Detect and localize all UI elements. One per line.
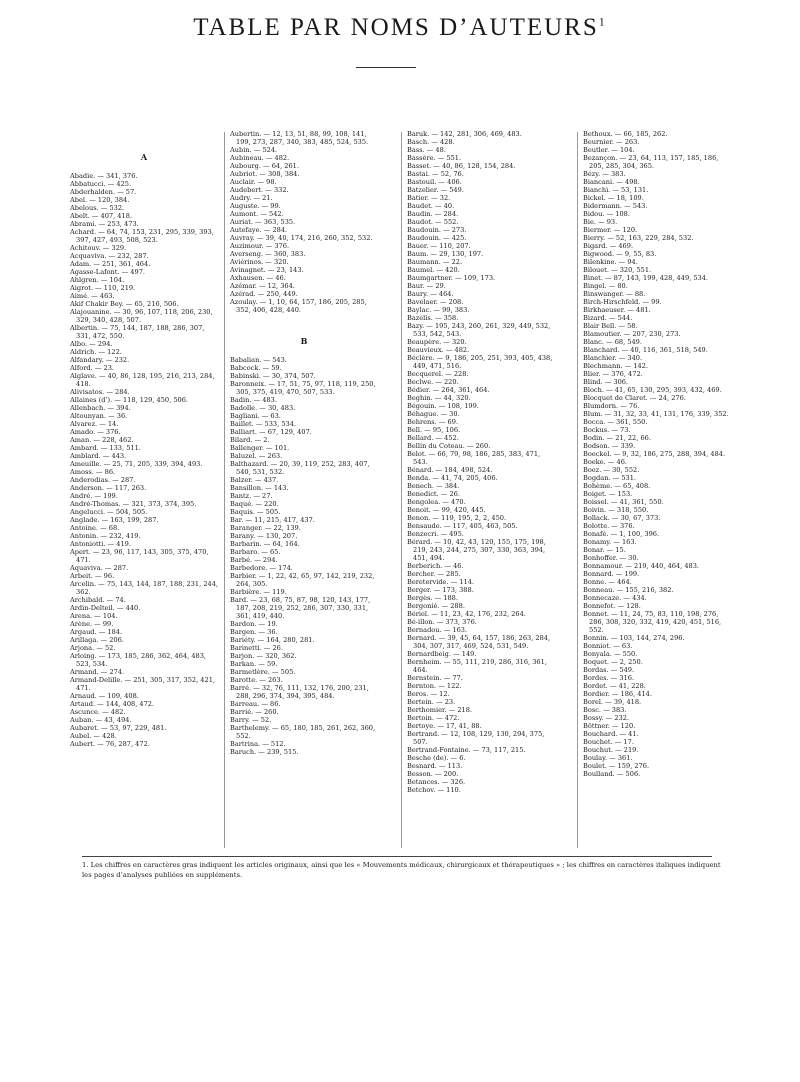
author-entry: Boeke. — 46. <box>583 458 627 466</box>
author-entry: Betances. — 326. <box>407 778 466 786</box>
author-entry: Bergonié. — 288. <box>407 602 465 610</box>
author-entry: Bohème. — 65, 408. <box>583 482 651 490</box>
author-entry: Bass. — 48. <box>407 146 446 154</box>
author-entry: Birkhaeuser. — 481. <box>583 306 651 314</box>
index-column-4 <box>583 130 731 848</box>
author-entry: Alfandary. — 232. <box>70 356 130 364</box>
author-entry: Bonafé. — 1, 100, 396. <box>583 530 660 538</box>
author-entry: Bertein. — 23. <box>407 698 456 706</box>
author-entry: Aubel. — 428. <box>70 732 117 740</box>
author-entry: Barbé. — 294. <box>230 556 278 564</box>
author-entry: Ardin-Delteil. — 440. <box>70 604 141 612</box>
author-entry: Abrami. — 253, 473. <box>70 220 139 228</box>
author-entry: Antoniotti. — 419. <box>70 540 131 548</box>
author-entry: Bassère. — 551. <box>407 154 462 162</box>
author-entry: Bonnefot. — 128. <box>583 602 641 610</box>
author-entry: Benoit. — 99, 420, 445. <box>407 506 486 514</box>
author-entry: Azérad. — 250, 449. <box>230 290 298 298</box>
author-entry: Bantz. — 27. <box>230 492 273 500</box>
author-entry: Aigrot. — 110, 219. <box>70 284 136 292</box>
author-entry: Bethoux. — 66, 185, 262. <box>583 130 668 138</box>
author-entry: Batier. — 32. <box>407 194 451 202</box>
author-entry: Baudouin. — 425. <box>407 234 467 242</box>
author-entry: Amblard. — 443. <box>70 452 127 460</box>
author-entry: André. — 199. <box>70 492 118 500</box>
author-entry: Berger. — 173, 388. <box>407 586 474 594</box>
author-entry: Bonamy. — 163. <box>583 538 637 546</box>
author-entry: Baur. — 29. <box>407 282 446 290</box>
author-entry: Auvray. — 39, 40, 174, 216, 260, 352, 532. <box>230 234 373 242</box>
author-entry: Bordas. — 549. <box>583 666 635 674</box>
author-entry: Batzelier. — 549. <box>407 186 464 194</box>
author-entry: Archibald. — 74. <box>70 596 126 604</box>
author-entry: Barreau. — 86. <box>230 700 281 708</box>
author-entry: Baumann. — 22. <box>407 258 463 266</box>
author-entry: Barthelemy. — 65, 180, 185, 261, 262, 360, 552. <box>230 724 376 740</box>
author-entry: Bastai. — 52, 76. <box>407 170 464 178</box>
author-entry: Beaupère. — 320. <box>407 338 467 346</box>
author-entry: Angelucci. — 504, 505. <box>70 508 148 516</box>
author-entry: Benedict. — 26. <box>407 490 460 498</box>
author-entry: Abbatucci. — 425. <box>70 180 132 188</box>
author-entry: Audry. — 21. <box>230 194 273 202</box>
author-entry: Bilard. — 2. <box>230 436 270 444</box>
author-entry: Baum. — 29, 130, 197. <box>407 250 484 258</box>
author-entry: Boivin. — 318, 550. <box>583 506 649 514</box>
author-entry: Bollack. — 30, 67, 373. <box>583 514 661 522</box>
author-entry: Arillaga. — 206. <box>70 636 124 644</box>
author-entry: Aubin. — 524. <box>230 146 278 154</box>
author-entry: Blind. — 306. <box>583 378 629 386</box>
author-entry: Antonin. — 232, 419. <box>70 532 141 540</box>
author-entry: Aubriot. — 308, 384. <box>230 170 300 178</box>
author-entry: Bédier. — 264, 361, 464. <box>407 386 490 394</box>
author-entry: Agasse-Lafont. — 497. <box>70 268 145 276</box>
author-entry: Achard. — 64, 74, 153, 231, 295, 339, 393, 397, 427, 493, 508, 523. <box>70 228 214 244</box>
author-entry: Auriat. — 363, 535. <box>230 218 296 226</box>
author-entry: Bastouil. — 406. <box>407 178 462 186</box>
author-entry: Ameuille. — 25, 71, 205, 339, 394, 493. <box>70 460 203 468</box>
author-entry: Bazy. — 195, 243, 260, 261, 329, 449, 532, 533, 542, 543. <box>407 322 551 338</box>
author-entry: Aviérinos. — 320. <box>230 258 289 266</box>
author-entry: Basch. — 428. <box>407 138 455 146</box>
author-entry: Armand. — 274. <box>70 668 125 676</box>
author-entry: Benzecri. — 495. <box>407 530 464 538</box>
author-entry: Bertoin. — 472. <box>407 714 460 722</box>
author-entry: Alford. — 23. <box>70 364 115 372</box>
author-entry: Anderodias. — 287. <box>70 476 136 484</box>
author-entry: Böttner. — 120. <box>583 722 636 730</box>
author-entry: Basset. — 40, 86, 128, 154, 284. <box>407 162 516 170</box>
author-entry: Bonnecaze. — 434. <box>583 594 647 602</box>
author-entry: Beros. — 12. <box>407 690 450 698</box>
author-entry: Aldrich. — 122. <box>70 348 122 356</box>
author-entry: Aubineau. — 482. <box>230 154 290 162</box>
author-entry: Antoine. — 68. <box>70 524 120 532</box>
author-entry: Aubourg. — 64, 261. <box>230 162 299 170</box>
index-column-1 <box>70 130 218 848</box>
author-entry: Audebert. — 332. <box>230 186 289 194</box>
author-entry: Baruch. — 239, 515. <box>230 748 299 756</box>
author-entry: Aman. — 228, 462. <box>70 436 134 444</box>
author-entry: Arbeit. — 96. <box>70 572 115 580</box>
author-entry: Bilouet. — 320, 551. <box>583 266 652 274</box>
author-entry: Bigwood. — 9, 55, 83. <box>583 250 657 258</box>
author-entry: Allenbach. — 394. <box>70 404 131 412</box>
author-entry: Bercher. — 285. <box>407 570 461 578</box>
author-entry: Barany. — 130, 207. <box>230 532 298 540</box>
author-entry: Bertrand-Fontaine. — 73, 117, 215. <box>407 746 526 754</box>
author-entry: Avinagnet. — 23, 143. <box>230 266 304 274</box>
author-entry: Benon. — 119, 195, 2, 2, 450. <box>407 514 507 522</box>
author-entry: Abadie. — 341, 376. <box>70 172 138 180</box>
author-entry: Besnard. — 113. <box>407 762 463 770</box>
author-entry: Albo. — 294. <box>70 340 113 348</box>
author-entry: Baranger. — 22, 139. <box>230 524 301 532</box>
author-entry: Akif Chakir Bey. — 65, 216, 506. <box>70 300 179 308</box>
author-entry: Amoss. — 86. <box>70 468 116 476</box>
author-entry: Bartrina. — 512. <box>230 740 286 748</box>
author-entry: Berthomier. — 218. <box>407 706 473 714</box>
author-entry: Bégouin. — 108, 199. <box>407 402 479 410</box>
author-entry: Bie. — 93. <box>583 218 618 226</box>
author-entry: Bordes. — 316. <box>583 674 635 682</box>
author-entry: Boiget. — 153. <box>583 490 633 498</box>
index-column-2 <box>230 130 378 848</box>
author-entry: Bonar. — 15. <box>583 546 626 554</box>
author-entry: Bossy. — 232. <box>583 714 629 722</box>
page-title: TABLE PAR NOMS D’AUTEURS$^1$ <box>193 14 607 41</box>
author-entry: Bengolea. — 470. <box>407 498 466 506</box>
author-entry: Azoulay. — 1, 10, 64, 157, 186, 205, 285, 352, 406, 428, 440. <box>230 298 367 314</box>
author-entry: Baudin. — 284. <box>407 210 459 218</box>
author-entry: Arjona. — 52. <box>70 644 116 652</box>
author-entry: Barry. — 52. <box>230 716 272 724</box>
author-entry: Baudouin. — 273. <box>407 226 467 234</box>
author-entry: Bonnin. — 103, 144, 274, 296. <box>583 634 685 642</box>
author-entry: Betchov. — 110. <box>407 786 461 794</box>
author-entry: Baury. — 464. <box>407 290 454 298</box>
author-entry: Aumont. — 542. <box>230 210 284 218</box>
author-entry: Bard. — 23, 68, 75, 87, 98, 120, 143, 177, 187, 208, 219, 252, 286, 307, 330, 331, 361, 419, 440. <box>230 596 371 620</box>
author-entry: Binswanger. — 88. <box>583 290 646 298</box>
author-entry: Boulay. — 361. <box>583 754 633 762</box>
author-entry: Arena. — 104. <box>70 612 118 620</box>
author-entry: Bérard. — 10, 42, 43, 120, 155, 175, 198, 219, 243, 244, 275, 307, 330, 363, 394, 451, 494. <box>407 538 546 562</box>
author-entry: Barjon. — 320, 362. <box>230 652 297 660</box>
author-entry: Auzimour. — 376. <box>230 242 290 250</box>
author-entry: Albertin. — 75, 144, 187, 188, 286, 307, 331, 472, 550. <box>70 324 205 340</box>
author-entry: Blocquet de Claret. — 24, 276. <box>583 394 686 402</box>
author-entry: Bianchi. — 53, 131. <box>583 186 649 194</box>
author-entry: Barbier. — 1, 22, 42, 65, 97, 142, 219, 232, 264, 305. <box>230 572 375 588</box>
author-entry: Baylac. — 99, 383. <box>407 306 470 314</box>
author-entry: Blumdorn. — 76. <box>583 402 640 410</box>
author-entry: Boulland. — 506. <box>583 770 641 778</box>
author-entry: Belot. — 66, 79, 98, 186, 285, 383, 471, 543. <box>407 450 541 466</box>
author-entry: Abel. — 120, 384. <box>70 196 130 204</box>
author-entry: Blanchier. — 340. <box>583 354 643 362</box>
author-entry: Blum. — 31, 32, 33, 41, 131, 176, 339, 352. <box>583 410 729 418</box>
author-entry: Beghin. — 44, 320. <box>407 394 471 402</box>
author-entry: Anglade. — 163, 199, 287. <box>70 516 159 524</box>
author-entry: Besson. — 200. <box>407 770 459 778</box>
author-entry: Beclwe. — 220. <box>407 378 459 386</box>
author-entry: Blamoutier. — 207, 230, 273. <box>583 330 681 338</box>
author-entry: Biermer. — 120. <box>583 226 638 234</box>
author-entry: Bé-illon. — 373, 376. <box>407 618 477 626</box>
author-entry: Baqué. — 220. <box>230 500 279 508</box>
author-entry: Barrié. — 260. <box>230 708 279 716</box>
author-entry: Barbarin. — 64, 164. <box>230 540 300 548</box>
author-entry: Adam. — 251, 361, 464. <box>70 260 151 268</box>
author-entry: Binet. — 87, 143, 199, 428, 449, 534. <box>583 274 709 282</box>
author-entry: Blier. — 376, 472. <box>583 370 643 378</box>
author-entry: Baudot. — 552. <box>407 218 459 226</box>
author-entry: Aimé. — 463. <box>70 292 115 300</box>
author-entry: Barré. — 32, 76, 111, 132, 176, 200, 231, 288, 296, 374, 394, 395, 484. <box>230 684 369 700</box>
author-entry: Bertrand. — 12, 108, 129, 130, 294, 375, 507. <box>407 730 545 746</box>
author-entry: Bézy. — 383. <box>583 170 626 178</box>
author-entry: Bosc. — 383. <box>583 706 627 714</box>
footnote: 1. Les chiffres en caractères gras indiquent les articles originaux, ainsi que les « Mouvements médicaux, chirurgicaux et thérapeutiques » ; les chiffres en caractères italiques indiquent les pages d’analyses publiées en suppléments. <box>82 861 721 879</box>
author-entry: Boez. — 30, 552. <box>583 466 640 474</box>
author-entry: Beutler. — 104. <box>583 146 635 154</box>
author-index <box>70 130 730 848</box>
author-entry: Alajouanine. — 30, 96, 107, 118, 206, 230, 329, 340, 428, 507. <box>70 308 213 324</box>
author-entry: Bardon. — 19. <box>230 620 278 628</box>
author-entry: Barmetlère. — 505. <box>230 668 296 676</box>
author-entry: Bonniot. — 63. <box>583 642 633 650</box>
author-entry: Bonnard. — 199. <box>583 570 640 578</box>
author-entry: Auclair. — 98. <box>230 178 277 186</box>
index-column-3 <box>407 130 555 848</box>
author-entry: Bizard. — 544. <box>583 314 633 322</box>
author-entry: Boissel. — 41, 361, 550. <box>583 498 664 506</box>
author-entry: Auban. — 43, 494. <box>70 716 132 724</box>
author-entry: Badolle. — 30, 483. <box>230 404 296 412</box>
author-entry: Altounyan. — 36. <box>70 412 128 420</box>
author-entry: Auguste. — 99. <box>230 202 281 210</box>
author-entry: Barinetti. — 26. <box>230 644 283 652</box>
author-entry: Barkan. — 59. <box>230 660 278 668</box>
author-entry: Baumgartner. — 109, 173. <box>407 274 496 282</box>
author-entry: Bonnamour. — 219, 440, 464, 483. <box>583 562 700 570</box>
author-entry: Barbière. — 119. <box>230 588 287 596</box>
author-entry: Boquet. — 2, 250. <box>583 658 643 666</box>
author-entry: Abderhalden. — 57. <box>70 188 137 196</box>
title-rule <box>356 67 416 68</box>
author-entry: Abelous. — 532. <box>70 204 125 212</box>
author-entry: Allaines (d’). — 118, 129, 450, 506. <box>70 396 189 404</box>
author-entry: Ambard. — 133, 511. <box>70 444 141 452</box>
author-entry: Aubertin. — 12, 13, 51, 88, 99, 108, 141, 199, 273, 287, 340, 383, 485, 524, 535. <box>230 130 369 146</box>
author-entry: Babcock. — 59. <box>230 364 282 372</box>
author-entry: Bellin du Coteau. — 260. <box>407 442 491 450</box>
author-entry: Arène. — 99. <box>70 620 114 628</box>
author-entry: Aubert. — 76, 287, 472. <box>70 740 150 748</box>
author-entry: Bensaude. — 117, 405, 463, 505. <box>407 522 518 530</box>
author-entry: Bargen. — 36. <box>230 628 278 636</box>
author-entry: Artaud. — 144, 408, 472. <box>70 700 155 708</box>
author-entry: Armand-Delille. — 251, 305, 317, 352, 421, 471. <box>70 676 215 692</box>
author-entry: Bagliani. — 63. <box>230 412 281 420</box>
section-letter: B <box>300 336 308 346</box>
author-entry: Bordier. — 186, 414. <box>583 690 652 698</box>
author-entry: Bonne. — 464. <box>583 578 632 586</box>
author-entry: Bouchut. — 219. <box>583 746 639 754</box>
author-entry: Achitouv. — 329. <box>70 244 127 252</box>
author-entry: Bilenkine. — 94. <box>583 258 638 266</box>
author-entry: Béclère. — 9, 186, 205, 251, 393, 405, 438, 449, 471, 516. <box>407 354 553 370</box>
author-entry: Bell. — 95, 106. <box>407 426 461 434</box>
author-entry: Azémar. — 12, 364. <box>230 282 295 290</box>
author-entry: Bloch. — 41, 65, 130, 295, 393, 432, 469. <box>583 386 722 394</box>
author-entry: Bodson. — 339. <box>583 442 636 450</box>
author-entry: Aubaret. — 53, 97, 229, 481. <box>70 724 167 732</box>
author-entry: Bockus. — 73. <box>583 426 631 434</box>
author-entry: Balliart. — 67, 129, 407. <box>230 428 312 436</box>
author-entry: Bonyala. — 550. <box>583 650 638 658</box>
author-entry: Bidermann. — 543. <box>583 202 648 210</box>
author-entry: Bertoye. — 17, 41, 88. <box>407 722 482 730</box>
author-entry: Ahlgren. — 104. <box>70 276 125 284</box>
author-entry: Beurnier. — 263. <box>583 138 640 146</box>
author-entry: Boeckel. — 9, 32, 186, 275, 288, 394, 484. <box>583 450 726 458</box>
author-entry: Bouchet. — 17. <box>583 738 634 746</box>
author-entry: Badin. — 483. <box>230 396 277 404</box>
author-entry: Bonneau. — 155, 216, 382. <box>583 586 674 594</box>
author-entry: Barotte. — 263. <box>230 676 283 684</box>
footnote-mark: 1 <box>598 14 607 29</box>
author-entry: Baillet. — 533, 534. <box>230 420 296 428</box>
author-entry: Anderson. — 117, 263. <box>70 484 147 492</box>
author-entry: Benech. — 384. <box>407 482 460 490</box>
author-entry: Bavelaer. — 208. <box>407 298 464 306</box>
author-entry: Baquis. — 505. <box>230 508 281 516</box>
author-entry: Bonhoffer. — 30. <box>583 554 639 562</box>
author-entry: Baruk. — 142, 281, 306, 469, 483. <box>407 130 522 138</box>
author-entry: Bazelis. — 358. <box>407 314 459 322</box>
section-letter: A <box>140 152 148 162</box>
footnote-rule <box>82 856 712 857</box>
author-entry: Bernton. — 122. <box>407 682 462 690</box>
author-entry: Ballenger. — 101. <box>230 444 290 452</box>
author-entry: Bénard. — 184, 498, 524. <box>407 466 493 474</box>
author-entry: Besche (de). — 6. <box>407 754 466 762</box>
author-entry: Amado. — 376. <box>70 428 121 436</box>
author-entry: Birch-Hirschfeld. — 99. <box>583 298 662 306</box>
author-entry: Bariéty. — 164, 280, 281. <box>230 636 315 644</box>
author-entry: Autefaye. — 284. <box>230 226 288 234</box>
author-entry: Alivisatos. — 284. <box>70 388 130 396</box>
author-entry: Bingel. — 80. <box>583 282 628 290</box>
author-entry: Bocca. — 361, 550. <box>583 418 648 426</box>
author-entry: Averseng. — 360, 383. <box>230 250 306 258</box>
author-entry: Bidou. — 108. <box>583 210 630 218</box>
author-entry: Barbaro. — 65. <box>230 548 281 556</box>
author-entry: Bellard. — 452. <box>407 434 459 442</box>
author-entry: Bogdan. — 531. <box>583 474 636 482</box>
author-entry: Apert. — 23, 96, 117, 143, 305, 375, 470, 471. <box>70 548 209 564</box>
author-entry: Axhausen. — 46. <box>230 274 286 282</box>
author-entry: Abelt. — 407, 418. <box>70 212 132 220</box>
author-entry: Balthazard. — 20, 39, 119, 252, 283, 407, 540, 531, 532. <box>230 460 370 476</box>
author-entry: Argaud. — 184. <box>70 628 123 636</box>
author-entry: Beauvieux. — 482. <box>407 346 470 354</box>
author-entry: Baudet. — 40. <box>407 202 455 210</box>
author-entry: Ascunce. — 482. <box>70 708 126 716</box>
column-divider <box>577 132 578 848</box>
author-entry: Bergès. — 188. <box>407 594 458 602</box>
author-entry: Boulet. — 159, 276. <box>583 762 650 770</box>
author-entry: Béhague. — 30. <box>407 410 460 418</box>
author-entry: Blanc. — 68, 549. <box>583 338 642 346</box>
author-entry: Bernstein. — 77. <box>407 674 463 682</box>
author-entry: Bauer. — 110, 207. <box>407 242 471 250</box>
author-entry: Alglave. — 40, 86, 128, 195, 216, 213, 284, 418. <box>70 372 215 388</box>
column-divider <box>401 132 402 848</box>
author-entry: Bernardbeig. — 149. <box>407 650 477 658</box>
author-entry: Barbedore. — 174. <box>230 564 293 572</box>
author-entry: Bickel. — 18, 109. <box>583 194 644 202</box>
author-entry: Arloing. — 173, 185, 286, 362, 464, 483, 523, 534. <box>70 652 207 668</box>
author-entry: Alvarez. — 14. <box>70 420 119 428</box>
author-entry: Beretervide. — 114. <box>407 578 475 586</box>
author-entry: Blechmann. — 142. <box>583 362 649 370</box>
author-entry: Bansillon. — 143. <box>230 484 289 492</box>
author-entry: Arnaud. — 109, 408. <box>70 692 139 700</box>
author-entry: Babinski. — 30, 374, 507. <box>230 372 316 380</box>
author-entry: Becquerel. — 228. <box>407 370 469 378</box>
author-entry: Bernheim. — 55, 111, 219, 286, 316, 361, 464. <box>407 658 547 674</box>
author-entry: Baronneix. — 17, 51, 75, 97, 118, 119, 250, 305, 375, 419, 470, 507, 533. <box>230 380 376 396</box>
author-entry: Baluzel. — 263. <box>230 452 283 460</box>
author-entry: Aquaviva. — 287. <box>70 564 129 572</box>
author-entry: Bolotte. — 376. <box>583 522 635 530</box>
author-entry: Balzer. — 437. <box>230 476 279 484</box>
author-entry: Borel. — 39, 418. <box>583 698 642 706</box>
author-entry: Bériel. — 11, 23, 42, 176, 232, 264. <box>407 610 526 618</box>
author-entry: Bigard. — 469. <box>583 242 634 250</box>
author-entry: Bodin. — 21, 22, 66. <box>583 434 651 442</box>
author-entry: Bouchard. — 41. <box>583 730 639 738</box>
author-entry: Baumel. — 420. <box>407 266 460 274</box>
author-entry: Benda. — 41, 74, 205, 406. <box>407 474 498 482</box>
author-entry: André-Thomas. — 321, 373, 374, 395. <box>70 500 197 508</box>
author-entry: Bierry. — 52, 163, 229, 284, 532. <box>583 234 694 242</box>
author-entry: Biancani. — 498. <box>583 178 640 186</box>
author-entry: Acquaviva. — 232, 287. <box>70 252 149 260</box>
author-entry: Babalian. — 543. <box>230 356 287 364</box>
column-divider <box>224 132 225 848</box>
author-entry: Bezançon. — 23, 64, 113, 157, 185, 186, 205, 285, 304, 365. <box>583 154 719 170</box>
author-entry: Berberich. — 46. <box>407 562 464 570</box>
author-entry: Bonnet. — 11, 24, 75, 83, 110, 198, 276, 286, 308, 320, 332, 419, 420, 451, 516, 552. <box>583 610 722 634</box>
author-entry: Behrens. — 69. <box>407 418 459 426</box>
author-entry: Bernadou. — 163. <box>407 626 468 634</box>
author-entry: Bordet. — 41, 228. <box>583 682 646 690</box>
author-entry: Blanchard. — 40, 116, 361, 518, 549. <box>583 346 708 354</box>
author-entry: Bar. — 11, 215, 417, 437. <box>230 516 315 524</box>
author-entry: Arcelin. — 75, 143, 144, 187, 188, 231, 244, 362. <box>70 580 218 596</box>
author-entry: Blair Bell. — 58. <box>583 322 638 330</box>
author-entry: Bernard. — 39, 45, 64, 157, 186, 263, 284, 304, 307, 317, 469, 524, 531, 549. <box>407 634 551 650</box>
